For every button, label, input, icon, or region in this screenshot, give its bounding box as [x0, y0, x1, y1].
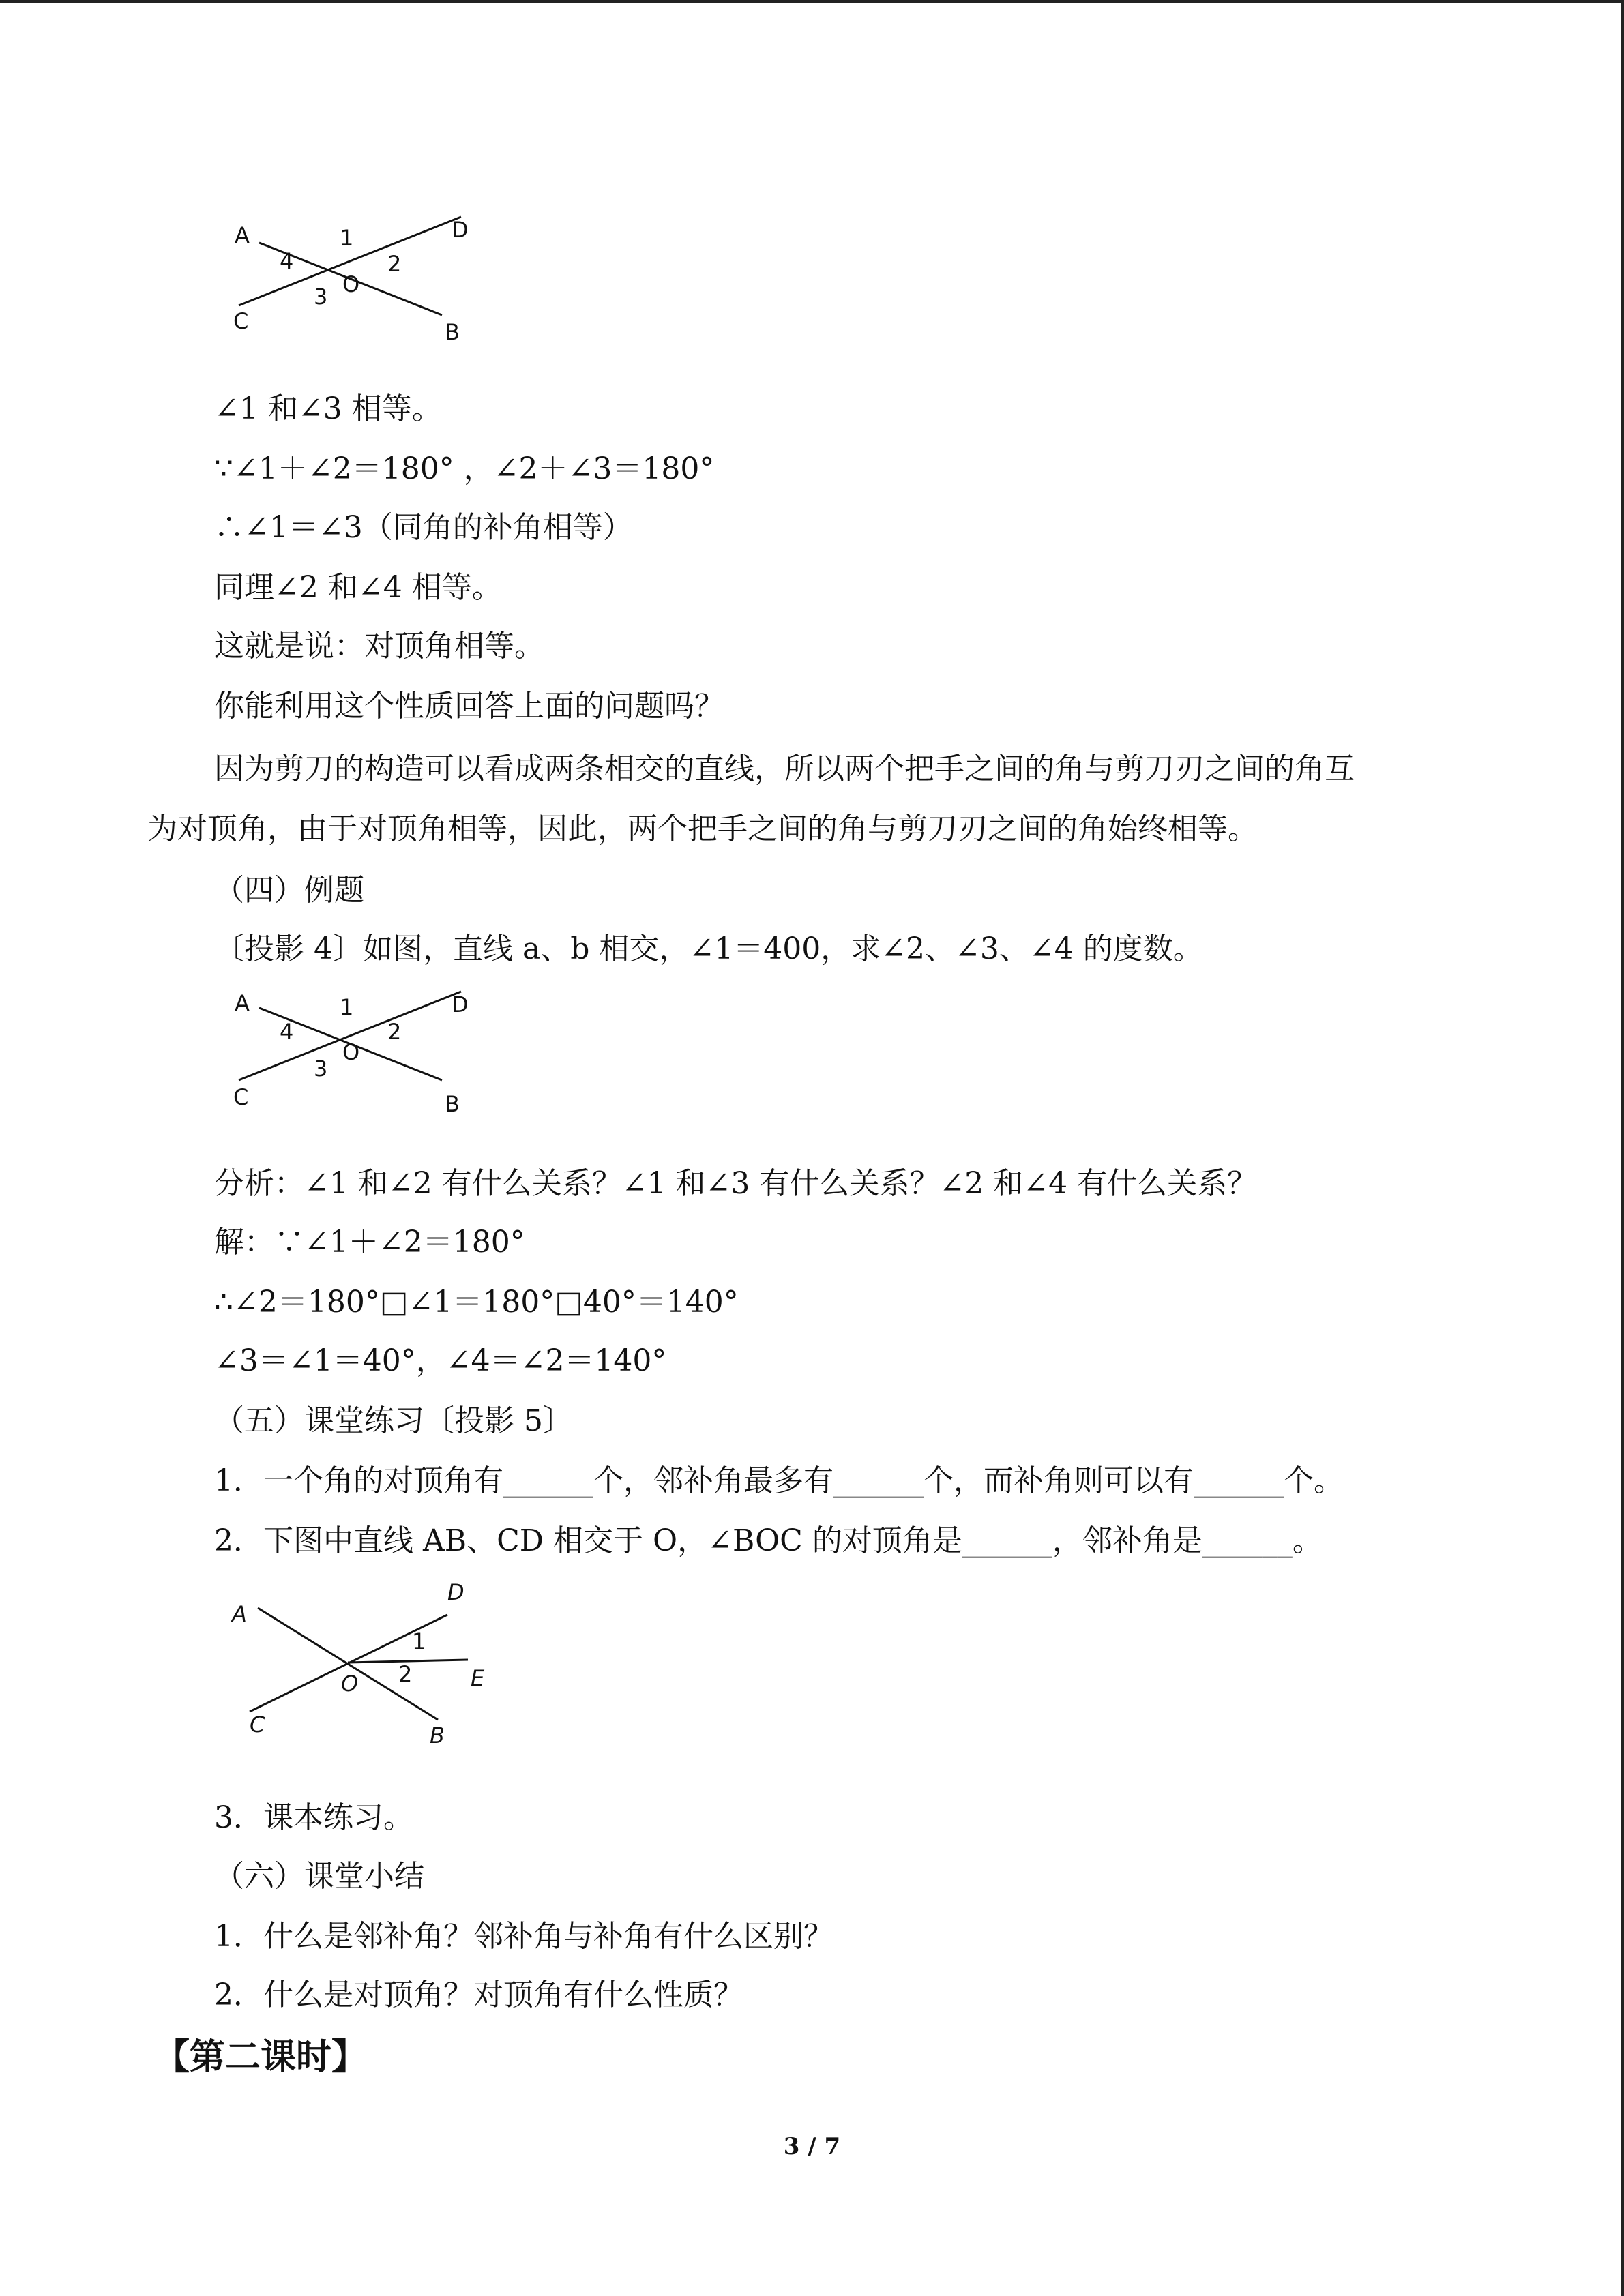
summary-question-1: 1．什么是邻补角？邻补角与补角有什么区别？ — [214, 1919, 833, 1954]
label-a: A — [235, 990, 250, 1016]
page-border-right — [1621, 0, 1624, 2296]
text-line: 你能利用这个性质回答上面的问题吗？ — [214, 689, 724, 724]
page-border-top — [0, 0, 1624, 3]
text-line: ∴∠2＝180°□∠1＝180°□40°＝140° — [214, 1285, 739, 1320]
label-o: O — [342, 271, 360, 297]
summary-question-2: 2．什么是对顶角？对顶角有什么性质？ — [214, 1978, 743, 2012]
text-line: 同理∠2 和∠4 相等。 — [214, 570, 502, 605]
exercise-1: 1．一个角的对顶角有______个，邻补角最多有______个，而补角则可以有______个。 — [214, 1463, 1344, 1498]
label-b: B — [445, 1091, 460, 1117]
label-o: O — [342, 1039, 360, 1065]
paragraph-scissors-line-1: 因为剪刀的构造可以看成两条相交的直线，所以两个把手之间的角与剪刀刃之间的角互 — [214, 751, 1355, 786]
exercise-3: 3．课本练习。 — [214, 1800, 413, 1835]
text-line: ∠3＝∠1＝40°，∠4＝∠2＝140° — [214, 1343, 667, 1378]
section-heading-practice: （五）课堂练习〔投影 5〕 — [214, 1403, 573, 1438]
exercise-2: 2．下图中直线 AB、CD 相交于 O，∠BOC 的对顶角是______，邻补角是______。 — [214, 1523, 1323, 1558]
text-line: 这就是说：对顶角相等。 — [214, 629, 544, 664]
label-a: A — [235, 222, 250, 248]
label-c: C — [233, 308, 249, 334]
label-angle-2: 2 — [387, 1019, 402, 1045]
figure-intersecting-lines-1 — [225, 211, 484, 348]
label-e: E — [471, 1665, 485, 1691]
section-heading-example: （四）例题 — [214, 873, 364, 908]
label-b: B — [445, 319, 460, 345]
text-line: 〔投影 4〕如图，直线 a、b 相交，∠1＝400，求∠2、∠3、∠4 的度数。 — [214, 931, 1203, 966]
label-d: D — [447, 1579, 464, 1605]
figure-lines-with-ray — [225, 1579, 498, 1750]
label-angle-3: 3 — [314, 284, 328, 310]
text-line: 分析：∠1 和∠2 有什么关系？∠1 和∠3 有什么关系？∠2 和∠4 有什么关系？ — [214, 1166, 1258, 1201]
label-b: B — [430, 1723, 445, 1748]
text-line: ∵∠1＋∠2＝180° ，∠2＋∠3＝180° — [214, 451, 715, 486]
paragraph-scissors-line-2: 为对顶角，由于对顶角相等，因此，两个把手之间的角与剪刀刃之间的角始终相等。 — [147, 811, 1258, 846]
label-angle-1: 1 — [340, 994, 354, 1020]
section-heading-summary: （六）课堂小结 — [214, 1859, 424, 1894]
label-d: D — [452, 217, 469, 243]
label-angle-2: 2 — [387, 251, 402, 277]
figure-intersecting-lines-2 — [225, 987, 484, 1124]
label-angle-1: 1 — [340, 225, 354, 251]
label-c: C — [233, 1084, 249, 1110]
second-lesson-heading: 【第二课时】 — [154, 2037, 368, 2078]
label-o: O — [341, 1671, 359, 1697]
label-c: C — [250, 1712, 265, 1738]
label-d: D — [452, 992, 469, 1017]
label-a: A — [232, 1601, 247, 1627]
label-angle-2: 2 — [398, 1661, 413, 1687]
label-angle-3: 3 — [314, 1056, 328, 1082]
text-line: ∠1 和∠3 相等。 — [214, 391, 442, 426]
label-angle-4: 4 — [280, 1019, 294, 1045]
label-angle-4: 4 — [280, 248, 294, 274]
text-line: ∴∠1＝∠3（同角的补角相等） — [214, 510, 633, 545]
page-number: 3 / 7 — [783, 2133, 841, 2160]
text-line: 解：∵∠1＋∠2＝180° — [214, 1225, 525, 1259]
label-angle-1: 1 — [412, 1628, 426, 1654]
